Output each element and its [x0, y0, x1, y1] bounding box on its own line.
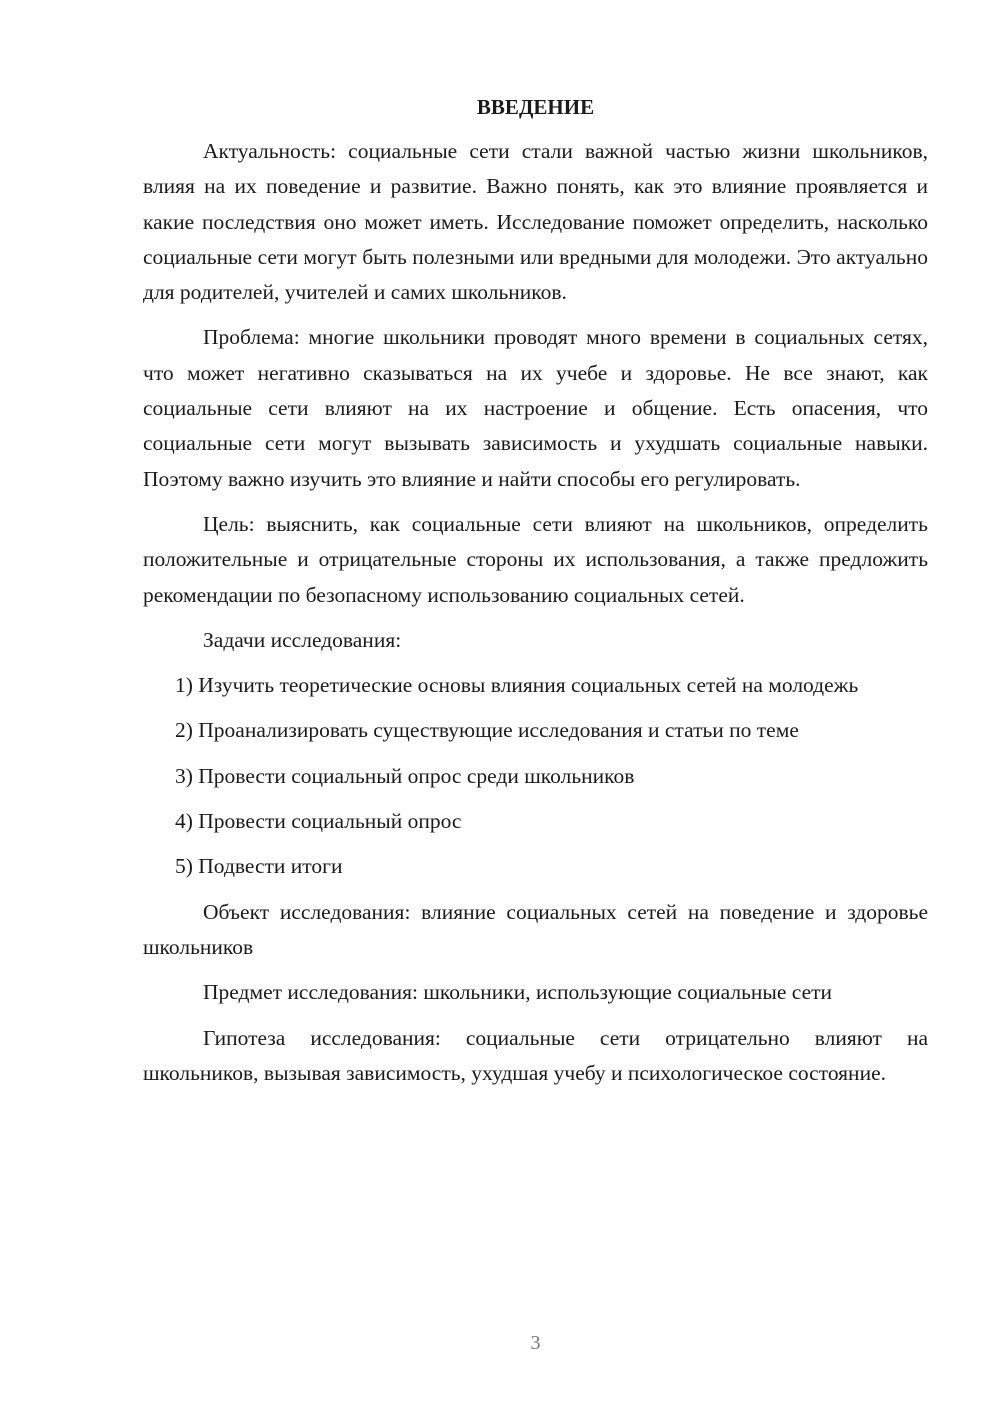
tasks-list — [143, 668, 928, 884]
hypothesis-paragraph: Гипотеза исследования: социальные сети отрицательно влияют на школьников, вызывая зависимость, ухудшая учебу и психологическое состояние. — [143, 1025, 928, 1085]
list-item: 3) Провести социальный опрос среди школьников — [175, 763, 635, 788]
problem-paragraph: Проблема: многие школьники проводят много времени в социальных сетях, что может негативно сказываться на их учебе и здоровье. Не все знают, как социальные сети влияют на их настроение и общение. Есть опасения, что социальные сети могут вызывать зависимость и ухудшать социальные навыки. Поэтому важно изучить это влияние и найти способы его регулировать. — [143, 325, 928, 491]
list-item: 4) Провести социальный опрос — [175, 809, 462, 834]
list-item: 5) Подвести итоги — [175, 854, 343, 879]
tasks-heading: Задачи исследования: — [203, 627, 402, 652]
page-number: 3 — [530, 1332, 541, 1354]
document-page — [143, 92, 928, 1101]
list-item: 1) Изучить теоретические основы влияния социальных сетей на молодежь — [175, 673, 859, 698]
subject-paragraph: Предмет исследования: школьники, использующие социальные сети — [203, 980, 833, 1005]
goal-paragraph: Цель: выяснить, как социальные сети влияют на школьников, определить положительные и отрицательные стороны их использования, а также предложить рекомендации по безопасному использованию социальных сетей. — [143, 511, 928, 607]
document-title: ВВЕДЕНИЕ — [476, 95, 595, 119]
list-item: 2) Проанализировать существующие исследования и статьи по теме — [175, 718, 799, 743]
object-paragraph: Объект исследования: влияние социальных сетей на поведение и здоровье школьников — [143, 899, 928, 959]
relevance-paragraph: Актуальность: социальные сети стали важной частью жизни школьников, влияя на их поведение и развитие. Важно понять, как это влияние проявляется и какие последствия оно может иметь. Исследование поможет определить, насколько социальные сети могут быть полезными или вредными для молодежи. Это актуально для родителей, учителей и самих школьников. — [143, 139, 928, 305]
